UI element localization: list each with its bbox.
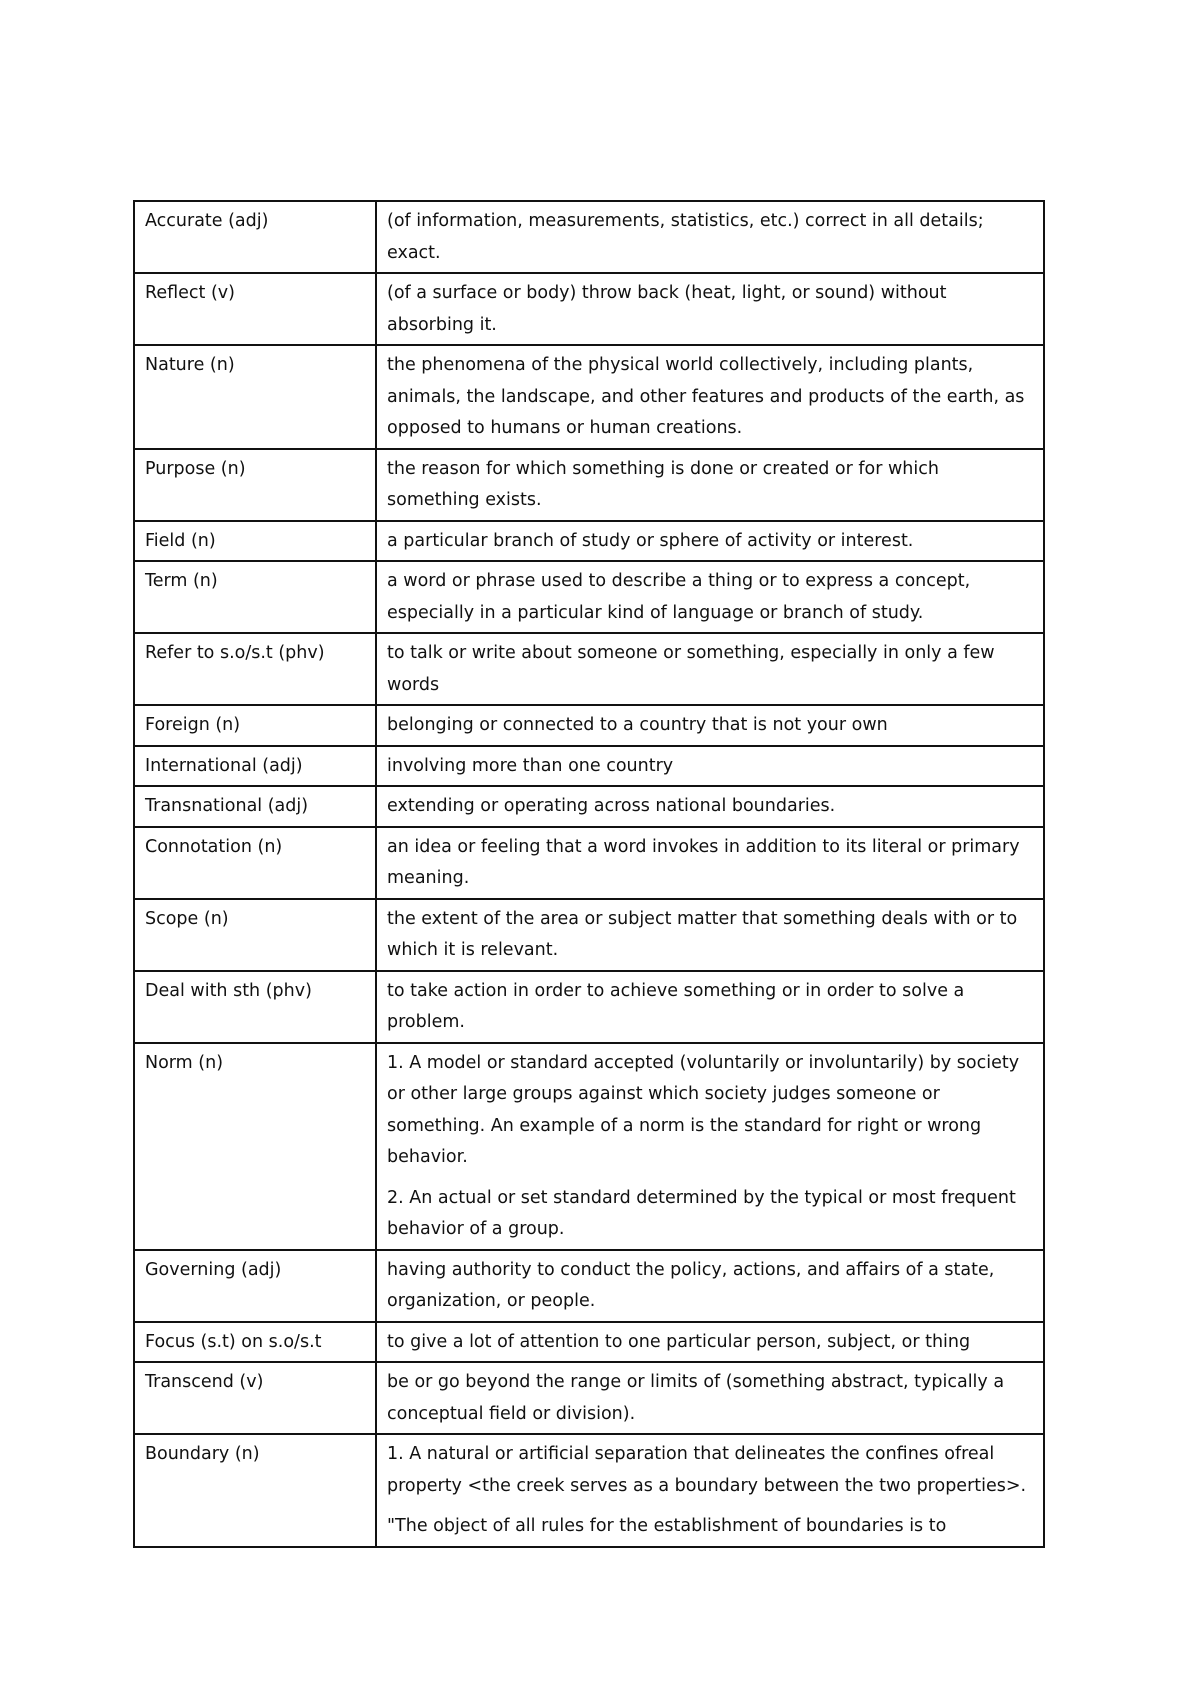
term-cell: Scope (n) xyxy=(134,899,376,971)
definition-cell xyxy=(376,561,1044,633)
table-row xyxy=(134,1043,1044,1250)
term-cell: Refer to s.o/s.t (phv) xyxy=(134,633,376,705)
term-cell: Boundary (n) xyxy=(134,1434,376,1547)
definition-cell xyxy=(376,899,1044,971)
definition-text: a word or phrase used to describe a thing or to express a concept, especially in a particular kind of language or branch of study. xyxy=(387,571,971,623)
term-cell: Transnational (adj) xyxy=(134,786,376,827)
table-row xyxy=(134,746,1044,787)
table-row xyxy=(134,521,1044,562)
definition-cell xyxy=(376,1322,1044,1363)
term-cell: Term (n) xyxy=(134,561,376,633)
definition-cell xyxy=(376,746,1044,787)
term-cell: Connotation (n) xyxy=(134,827,376,899)
table-row xyxy=(134,899,1044,971)
definition-cell xyxy=(376,971,1044,1043)
definition-text: the reason for which something is done or created or for which something exists. xyxy=(387,458,939,510)
definition-text: to talk or write about someone or something, especially in only a few words xyxy=(387,643,995,695)
term-cell: Reflect (v) xyxy=(134,273,376,345)
vocabulary-table-body xyxy=(134,201,1044,1547)
definition-cell xyxy=(376,1043,1044,1250)
definition-text: having authority to conduct the policy, actions, and affairs of a state, organization, or people. xyxy=(387,1259,995,1311)
definition-text: to take action in order to achieve something or in order to solve a problem. xyxy=(387,980,965,1032)
definition-cell xyxy=(376,633,1044,705)
term-cell: Field (n) xyxy=(134,521,376,562)
term-cell: Purpose (n) xyxy=(134,449,376,521)
definition-cell xyxy=(376,273,1044,345)
table-row xyxy=(134,786,1044,827)
definition-text: 2. An actual or set standard determined by the typical or most frequent behavior of a group. xyxy=(387,1187,1016,1239)
term-cell: Accurate (adj) xyxy=(134,201,376,273)
table-row xyxy=(134,345,1044,449)
definition-text: to give a lot of attention to one particular person, subject, or thing xyxy=(387,1331,971,1352)
definition-text: a particular branch of study or sphere of activity or interest. xyxy=(387,530,914,551)
table-row xyxy=(134,1250,1044,1322)
table-row xyxy=(134,633,1044,705)
table-row xyxy=(134,1434,1044,1547)
table-row xyxy=(134,1362,1044,1434)
definition-cell xyxy=(376,827,1044,899)
definition-cell xyxy=(376,345,1044,449)
definition-text: belonging or connected to a country that is not your own xyxy=(387,715,888,735)
term-cell: Nature (n) xyxy=(134,345,376,449)
definition-cell xyxy=(376,201,1044,273)
term-cell: Deal with sth (phv) xyxy=(134,971,376,1043)
term-cell: Foreign (n) xyxy=(134,705,376,746)
table-row xyxy=(134,1322,1044,1363)
table-row xyxy=(134,449,1044,521)
definition-cell xyxy=(376,786,1044,827)
definition-text: be or go beyond the range or limits of (something abstract, typically a conceptual field or division). xyxy=(387,1372,1005,1424)
table-row xyxy=(134,201,1044,273)
table-row xyxy=(134,273,1044,345)
term-cell: Focus (s.t) on s.o/s.t xyxy=(134,1322,376,1363)
definition-text: "The object of all rules for the establishment of boundaries is to xyxy=(387,1516,947,1536)
term-cell: Governing (adj) xyxy=(134,1250,376,1322)
definition-text: (of a surface or body) throw back (heat, light, or sound) without absorbing it. xyxy=(387,283,947,335)
term-cell: Transcend (v) xyxy=(134,1362,376,1434)
definition-text: extending or operating across national boundaries. xyxy=(387,796,836,816)
definition-text: the phenomena of the physical world collectively, including plants, animals, the landscape, and other features and products of the earth, as opposed to humans or human creations. xyxy=(387,355,1025,438)
definition-text: involving more than one country xyxy=(387,755,674,776)
vocabulary-table xyxy=(133,200,1045,1548)
table-row xyxy=(134,561,1044,633)
definition-cell xyxy=(376,1250,1044,1322)
term-cell: International (adj) xyxy=(134,746,376,787)
term-cell: Norm (n) xyxy=(134,1043,376,1250)
definition-text: (of information, measurements, statistics, etc.) correct in all details; exact. xyxy=(387,211,984,263)
definition-text: the extent of the area or subject matter that something deals with or to which it is relevant. xyxy=(387,908,1018,960)
definition-text: 1. A model or standard accepted (voluntarily or involuntarily) by society or other large groups against which society judges someone or something. An example of a norm is the standard for right or wrong behavior. xyxy=(387,1052,1020,1167)
definition-cell xyxy=(376,521,1044,562)
definition-cell xyxy=(376,1434,1044,1547)
table-row xyxy=(134,827,1044,899)
definition-text: 1. A natural or artificial separation that delineates the confines ofreal property <the creek serves as a boundary between the two properties>. xyxy=(387,1444,1027,1496)
table-row xyxy=(134,705,1044,746)
definition-cell xyxy=(376,705,1044,746)
definition-cell xyxy=(376,1362,1044,1434)
definition-cell xyxy=(376,449,1044,521)
definition-text: an idea or feeling that a word invokes in addition to its literal or primary meaning. xyxy=(387,836,1020,888)
table-row xyxy=(134,971,1044,1043)
